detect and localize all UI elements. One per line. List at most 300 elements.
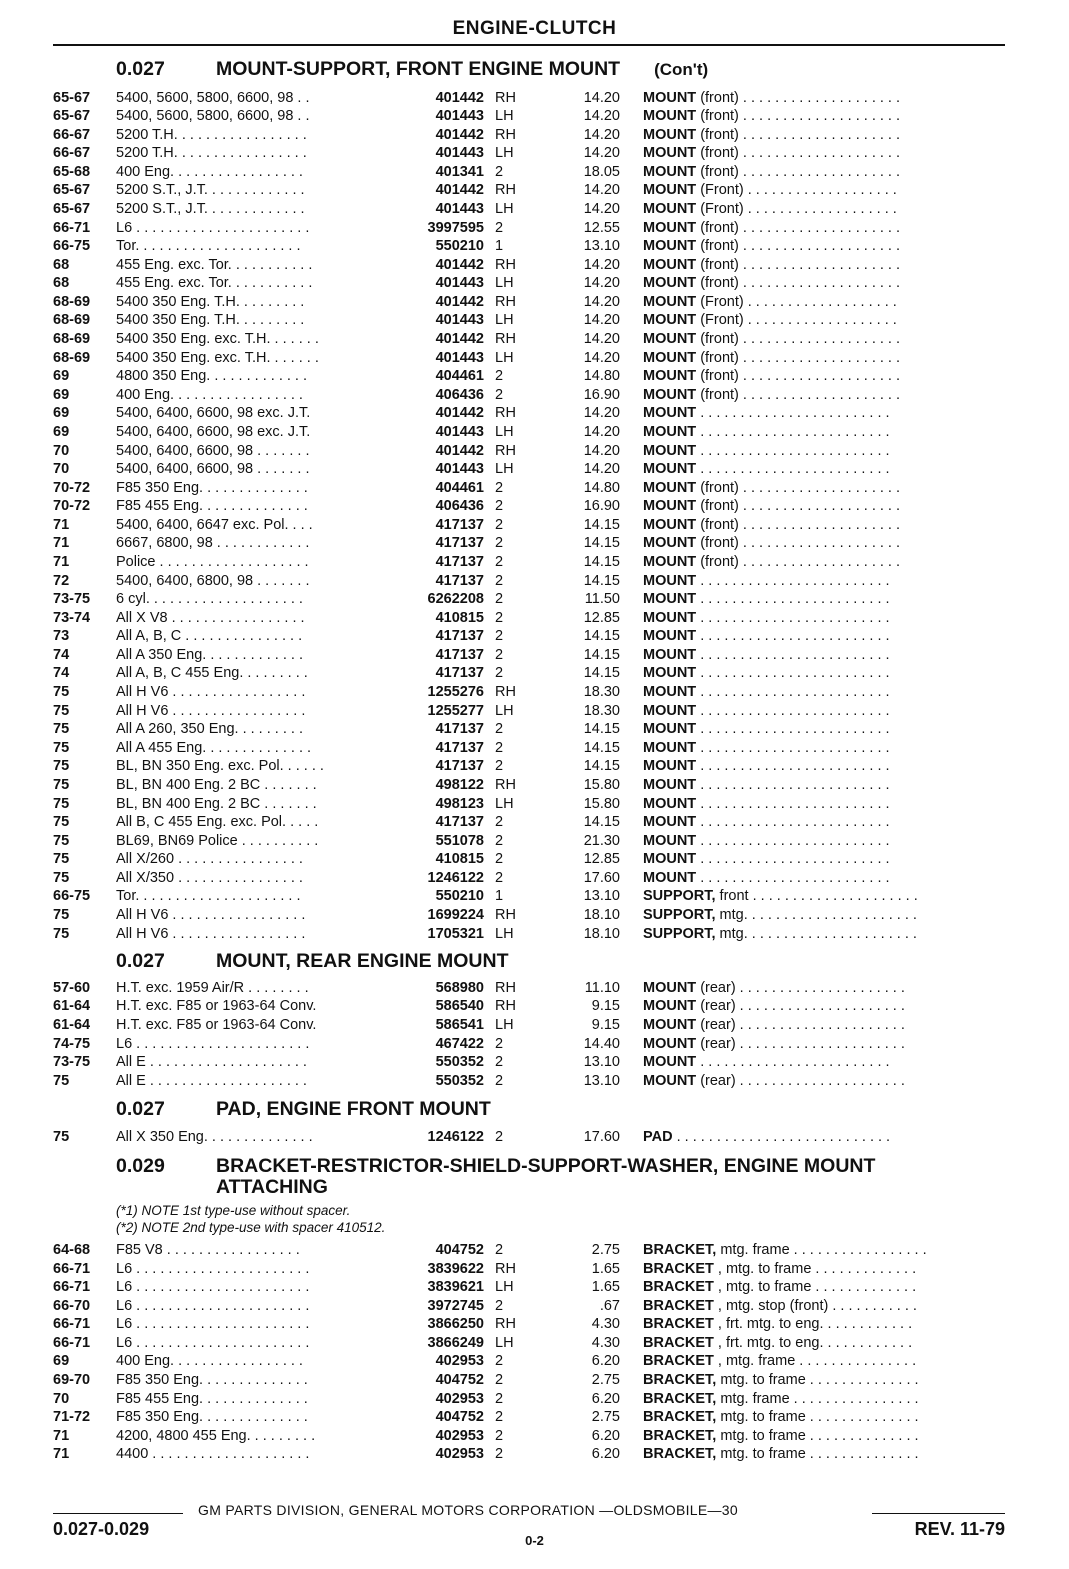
part-number: 401442 — [435, 182, 484, 199]
table-row — [0, 887, 1069, 906]
application: All X/260 . . . . . . . . . . . . . . . . — [116, 851, 303, 868]
description-name: MOUNT — [643, 1035, 697, 1052]
table-row — [0, 256, 1069, 275]
description-name: BRACKET — [643, 1316, 714, 1333]
price: 21.30 — [583, 832, 620, 849]
quantity: 2 — [495, 1390, 504, 1407]
model-years: 69 — [53, 1353, 70, 1370]
description-name: BRACKET, — [643, 1446, 717, 1463]
price: 4.30 — [591, 1316, 620, 1333]
price: .67 — [599, 1297, 620, 1314]
price: 14.20 — [583, 182, 620, 199]
part-number: 401443 — [435, 200, 484, 217]
table-row — [0, 1408, 1069, 1427]
price: 12.85 — [583, 851, 620, 868]
application: All A, B, C . . . . . . . . . . . . . . . — [116, 628, 303, 645]
part-number: 402953 — [435, 1446, 484, 1463]
description — [643, 497, 1005, 516]
table-row — [0, 979, 1069, 998]
table-row — [0, 423, 1069, 442]
quantity: RH — [495, 1316, 516, 1333]
table-row — [0, 720, 1069, 739]
description — [643, 534, 1005, 553]
description-name: PAD — [643, 1129, 673, 1145]
description — [643, 330, 1005, 349]
description-name: BRACKET, — [643, 1409, 717, 1426]
description-name: MOUNT — [643, 516, 697, 533]
model-years: 69 — [53, 368, 70, 385]
model-years: 66-75 — [53, 888, 91, 905]
description — [643, 664, 1005, 683]
description — [643, 367, 1005, 386]
model-years: 75 — [53, 907, 70, 924]
model-years: 75 — [53, 814, 70, 831]
description — [643, 1278, 1005, 1297]
section-code: 0.027 — [116, 58, 165, 80]
table-row — [0, 1072, 1069, 1091]
application: 5400, 6400, 6600, 98 exc. J.T. — [116, 405, 311, 422]
description-detail: (front) . . . . . . . . . . . . . . . . . . . . — [696, 349, 901, 366]
description-detail: (front) . . . . . . . . . . . . . . . . . . . . — [696, 89, 901, 106]
description-detail: . . . . . . . . . . . . . . . . . . . . . . . . — [696, 851, 890, 868]
application: L6 . . . . . . . . . . . . . . . . . . . . . . — [116, 1316, 310, 1333]
quantity: 2 — [495, 163, 504, 180]
table-row — [0, 1297, 1069, 1316]
quantity: LH — [495, 1279, 514, 1296]
footer-group-code: 0.027-0.029 — [53, 1519, 150, 1539]
quantity: RH — [495, 998, 516, 1015]
description-name: MOUNT — [643, 609, 697, 626]
description-detail: (rear) . . . . . . . . . . . . . . . . . . . . . — [696, 979, 905, 996]
description-detail: , frt. mtg. to eng. . . . . . . . . . . . — [713, 1316, 913, 1333]
price: 14.15 — [583, 721, 620, 738]
part-number: 417137 — [435, 758, 484, 775]
description-name: MOUNT — [643, 851, 697, 868]
footer-publisher: GM PARTS DIVISION, GENERAL MOTORS CORPORATION —OLDSMOBILE—30 — [198, 1502, 738, 1518]
table-row — [0, 200, 1069, 219]
description-detail: (front) . . . . . . . . . . . . . . . . . . . . — [696, 516, 901, 533]
model-years: 74 — [53, 665, 70, 682]
description-name: MOUNT — [643, 498, 697, 515]
table-row — [0, 274, 1069, 293]
description — [643, 89, 1005, 108]
application: 4200, 4800 455 Eng. . . . . . . . . — [116, 1427, 316, 1444]
price: 14.80 — [583, 479, 620, 496]
description — [643, 1128, 1005, 1147]
table-row — [0, 832, 1069, 851]
description — [643, 181, 1005, 200]
application: F85 V8 . . . . . . . . . . . . . . . . . — [116, 1242, 300, 1258]
section-code: 0.027 — [116, 950, 165, 972]
description-name: MOUNT — [643, 646, 697, 663]
description-detail: (Front) . . . . . . . . . . . . . . . . . . . — [696, 312, 897, 329]
description — [643, 869, 1005, 888]
description — [643, 1390, 1005, 1409]
price: 14.20 — [583, 275, 620, 292]
section-code: 0.027 — [116, 1098, 165, 1120]
part-number: 550210 — [435, 238, 484, 255]
model-years: 66-71 — [53, 1334, 91, 1351]
application: 5200 S.T., J.T. . . . . . . . . . . . . — [116, 182, 305, 199]
description-detail: (rear) . . . . . . . . . . . . . . . . . . . . . — [696, 998, 905, 1015]
price: 14.15 — [583, 814, 620, 831]
model-years: 75 — [53, 702, 70, 719]
table-row — [0, 850, 1069, 869]
description-name: MOUNT — [643, 405, 697, 422]
application: 6 cyl. . . . . . . . . . . . . . . . . . . . — [116, 591, 303, 608]
application: 5400, 5600, 5800, 6600, 98 . . — [116, 108, 310, 125]
description — [643, 442, 1005, 461]
description-name: MOUNT — [643, 795, 697, 812]
description-detail: . . . . . . . . . . . . . . . . . . . . . . . . — [696, 442, 890, 459]
application: 455 Eng. exc. Tor. . . . . . . . . . . — [116, 275, 313, 292]
table-row — [0, 349, 1069, 368]
description-detail: , frt. mtg. to eng. . . . . . . . . . . . — [713, 1334, 913, 1351]
table-row — [0, 311, 1069, 330]
part-number: 401442 — [435, 442, 484, 459]
part-number: 401341 — [435, 163, 484, 180]
price: 14.20 — [583, 461, 620, 478]
model-years: 75 — [53, 739, 70, 756]
quantity: LH — [495, 349, 514, 366]
description-name: MOUNT — [643, 869, 697, 886]
price: 13.10 — [583, 1072, 620, 1089]
section-note: (*1) NOTE 1st type-use without spacer. — [116, 1203, 351, 1218]
application: Tor. . . . . . . . . . . . . . . . . . . . . — [116, 238, 301, 255]
description — [643, 1072, 1005, 1091]
table-row — [0, 627, 1069, 646]
description — [643, 1427, 1005, 1446]
price: 17.60 — [583, 869, 620, 886]
description-name: MOUNT — [643, 1072, 697, 1089]
part-number: 586540 — [435, 998, 484, 1015]
quantity: 1 — [495, 238, 504, 255]
quantity: RH — [495, 907, 516, 924]
model-years: 64-68 — [53, 1242, 91, 1258]
model-years: 68 — [53, 275, 70, 292]
application: L6 . . . . . . . . . . . . . . . . . . . . . . — [116, 1334, 310, 1351]
description-name: MOUNT — [643, 312, 697, 329]
part-number: 1699224 — [427, 907, 484, 924]
part-number: 3866249 — [427, 1334, 484, 1351]
section-title-continuation: ATTACHING — [216, 1176, 328, 1198]
model-years: 75 — [53, 1072, 70, 1089]
table-row — [0, 163, 1069, 182]
description — [643, 1297, 1005, 1316]
description-detail: . . . . . . . . . . . . . . . . . . . . . . . . — [696, 665, 890, 682]
quantity: 1 — [495, 888, 504, 905]
price: 11.50 — [584, 591, 620, 608]
description-detail: (front) . . . . . . . . . . . . . . . . . . . . — [696, 554, 901, 570]
model-years: 66-71 — [53, 1260, 91, 1277]
application: BL, BN 400 Eng. 2 BC . . . . . . . — [116, 795, 317, 812]
application: H.T. exc. 1959 Air/R . . . . . . . . — [116, 979, 309, 996]
model-years: 57-60 — [53, 979, 91, 996]
model-years: 73-75 — [53, 591, 91, 608]
part-number: 6262208 — [427, 591, 484, 608]
table-row — [0, 1128, 1069, 1147]
price: 14.20 — [583, 442, 620, 459]
price: 14.20 — [583, 89, 620, 106]
table-row — [0, 795, 1069, 814]
model-years: 75 — [53, 925, 70, 942]
description-detail: . . . . . . . . . . . . . . . . . . . . . . . . — [696, 776, 890, 793]
table-row — [0, 1053, 1069, 1072]
quantity: LH — [495, 200, 514, 217]
model-years: 72 — [53, 572, 70, 589]
table-row — [0, 1016, 1069, 1035]
part-number: 550352 — [435, 1072, 484, 1089]
part-number: 417137 — [435, 628, 484, 645]
price: 9.15 — [591, 1016, 620, 1033]
quantity: 2 — [495, 1409, 504, 1426]
description-name: BRACKET, — [643, 1427, 717, 1444]
footer-rule-right — [872, 1513, 1005, 1514]
price: 1.65 — [591, 1279, 620, 1296]
table-row — [0, 1352, 1069, 1371]
application: L6 . . . . . . . . . . . . . . . . . . . . . . — [116, 1279, 310, 1296]
application: All X V8 . . . . . . . . . . . . . . . . . — [116, 609, 305, 626]
description-detail: . . . . . . . . . . . . . . . . . . . . . . . . — [696, 609, 890, 626]
application: F85 350 Eng. . . . . . . . . . . . . . — [116, 1409, 308, 1426]
table-row — [0, 757, 1069, 776]
application: 5400 350 Eng. exc. T.H. . . . . . . — [116, 331, 319, 348]
application: H.T. exc. F85 or 1963-64 Conv. — [116, 1016, 317, 1033]
application: 5200 T.H. . . . . . . . . . . . . . . . . — [116, 126, 307, 143]
price: 14.15 — [583, 535, 620, 552]
price: 2.75 — [591, 1409, 620, 1426]
part-number: 417137 — [435, 665, 484, 682]
description-detail: (front) . . . . . . . . . . . . . . . . . . . . — [696, 145, 901, 162]
part-number: 401443 — [435, 145, 484, 162]
price: 13.10 — [583, 888, 620, 905]
model-years: 65-67 — [53, 89, 91, 106]
description — [643, 256, 1005, 275]
description-detail: . . . . . . . . . . . . . . . . . . . . . . . . — [696, 758, 890, 775]
table-row — [0, 646, 1069, 665]
table-row — [0, 1427, 1069, 1446]
part-number: 401442 — [435, 256, 484, 273]
part-number: 550352 — [435, 1054, 484, 1071]
model-years: 61-64 — [53, 998, 91, 1015]
application: 5400, 6400, 6600, 98 . . . . . . . — [116, 461, 310, 478]
description-name: MOUNT — [643, 572, 697, 589]
description-name: MOUNT — [643, 776, 697, 793]
description-name: BRACKET — [643, 1334, 714, 1351]
table-row — [0, 107, 1069, 126]
description-detail: mtg. to frame . . . . . . . . . . . . . . — [716, 1409, 919, 1426]
table-row — [0, 572, 1069, 591]
application: Tor. . . . . . . . . . . . . . . . . . . . . — [116, 888, 301, 905]
description — [643, 1260, 1005, 1279]
quantity: 2 — [495, 832, 504, 849]
description-name: MOUNT — [643, 349, 697, 366]
description — [643, 979, 1005, 998]
description-detail: . . . . . . . . . . . . . . . . . . . . . . . . — [696, 405, 890, 422]
price: 14.15 — [583, 516, 620, 533]
price: 18.10 — [583, 907, 620, 924]
description-name: MOUNT — [643, 423, 697, 440]
part-number: 404752 — [435, 1409, 484, 1426]
part-number: 1255277 — [427, 702, 484, 719]
description-name: MOUNT — [643, 200, 697, 217]
quantity: 2 — [495, 591, 504, 608]
table-row — [0, 1260, 1069, 1279]
quantity: 2 — [495, 386, 504, 403]
description-name: MOUNT — [643, 739, 697, 756]
description-name: MOUNT — [643, 665, 697, 682]
model-years: 66-75 — [53, 238, 91, 255]
part-number: 401443 — [435, 349, 484, 366]
description-name: MOUNT — [643, 535, 697, 552]
description-detail: , mtg. stop (front) . . . . . . . . . . . — [713, 1297, 917, 1314]
description — [643, 795, 1005, 814]
price: 14.20 — [583, 256, 620, 273]
price: 6.20 — [591, 1353, 620, 1370]
description-detail: . . . . . . . . . . . . . . . . . . . . . . . . . . . — [672, 1129, 891, 1145]
part-number: 402953 — [435, 1427, 484, 1444]
table-row — [0, 739, 1069, 758]
quantity: 2 — [495, 219, 504, 236]
model-years: 66-71 — [53, 1316, 91, 1333]
footer-rule-left — [53, 1513, 183, 1514]
part-number: 417137 — [435, 646, 484, 663]
quantity: LH — [495, 795, 514, 812]
description-name: SUPPORT, — [643, 888, 716, 905]
description — [643, 720, 1005, 739]
application: F85 350 Eng. . . . . . . . . . . . . . — [116, 479, 308, 496]
table-row — [0, 181, 1069, 200]
part-number: 417137 — [435, 516, 484, 533]
description-name: MOUNT — [643, 368, 697, 385]
part-number: 417137 — [435, 739, 484, 756]
description — [643, 1408, 1005, 1427]
model-years: 69-70 — [53, 1372, 91, 1389]
description-detail: (front) . . . . . . . . . . . . . . . . . . . . — [696, 498, 901, 515]
part-number: 402953 — [435, 1353, 484, 1370]
part-number: 417137 — [435, 554, 484, 570]
description-detail: (front) . . . . . . . . . . . . . . . . . . . . — [696, 256, 901, 273]
description-name: BRACKET — [643, 1353, 714, 1370]
table-row — [0, 1371, 1069, 1390]
price: 18.05 — [583, 163, 620, 180]
quantity: RH — [495, 979, 516, 996]
quantity: 2 — [495, 572, 504, 589]
description — [643, 386, 1005, 405]
description — [643, 349, 1005, 368]
application: All H V6 . . . . . . . . . . . . . . . . . — [116, 907, 306, 924]
description-detail: . . . . . . . . . . . . . . . . . . . . . . . . — [696, 814, 890, 831]
quantity: LH — [495, 275, 514, 292]
part-number: 3839622 — [427, 1260, 484, 1277]
description — [643, 516, 1005, 535]
description — [643, 887, 1005, 906]
description — [643, 627, 1005, 646]
part-number: 1246122 — [427, 1129, 484, 1145]
description — [643, 107, 1005, 126]
model-years: 75 — [53, 1129, 70, 1145]
quantity: 2 — [495, 479, 504, 496]
quantity: 2 — [495, 814, 504, 831]
quantity: 2 — [495, 535, 504, 552]
quantity: LH — [495, 925, 514, 942]
part-number: 404752 — [435, 1242, 484, 1258]
table-row — [0, 590, 1069, 609]
section-title: MOUNT-SUPPORT, FRONT ENGINE MOUNT (Con't) — [216, 58, 709, 80]
quantity: 2 — [495, 851, 504, 868]
quantity: 2 — [495, 1054, 504, 1071]
description-detail: , mtg. to frame . . . . . . . . . . . . . — [713, 1279, 917, 1296]
description-name: MOUNT — [643, 832, 697, 849]
description — [643, 906, 1005, 925]
price: 14.20 — [583, 312, 620, 329]
description — [643, 1241, 1005, 1260]
quantity: 2 — [495, 368, 504, 385]
quantity: RH — [495, 293, 516, 310]
table-row — [0, 516, 1069, 535]
table-row — [0, 330, 1069, 349]
description — [643, 1371, 1005, 1390]
model-years: 66-70 — [53, 1297, 91, 1314]
quantity: 2 — [495, 498, 504, 515]
price: 15.80 — [583, 795, 620, 812]
part-number: 401442 — [435, 126, 484, 143]
quantity: RH — [495, 89, 516, 106]
model-years: 68-69 — [53, 331, 91, 348]
quantity: LH — [495, 461, 514, 478]
description-name: MOUNT — [643, 461, 697, 478]
price: 11.10 — [584, 979, 620, 996]
description-detail: . . . . . . . . . . . . . . . . . . . . . . . . — [696, 423, 890, 440]
model-years: 75 — [53, 795, 70, 812]
description — [643, 144, 1005, 163]
model-years: 65-68 — [53, 163, 91, 180]
application: BL, BN 400 Eng. 2 BC . . . . . . . — [116, 776, 317, 793]
price: 6.20 — [591, 1390, 620, 1407]
description-detail: . . . . . . . . . . . . . . . . . . . . . . . . — [696, 591, 890, 608]
model-years: 70 — [53, 1390, 70, 1407]
part-number: 406436 — [435, 386, 484, 403]
price: 14.20 — [583, 108, 620, 125]
description-name: BRACKET, — [643, 1390, 717, 1407]
application: 455 Eng. exc. Tor. . . . . . . . . . . — [116, 256, 313, 273]
quantity: 2 — [495, 1129, 504, 1145]
model-years: 73-74 — [53, 609, 91, 626]
description-detail: . . . . . . . . . . . . . . . . . . . . . . . . — [696, 721, 890, 738]
price: 14.20 — [583, 293, 620, 310]
description-detail: (front) . . . . . . . . . . . . . . . . . . . . — [696, 219, 901, 236]
description — [643, 163, 1005, 182]
description-detail: . . . . . . . . . . . . . . . . . . . . . . . . — [696, 869, 890, 886]
section-heading — [116, 1099, 491, 1120]
description-name: MOUNT — [643, 126, 697, 143]
description-detail: (Front) . . . . . . . . . . . . . . . . . . . — [696, 293, 897, 310]
price: 2.75 — [591, 1372, 620, 1389]
application: 5400, 6400, 6600, 98 . . . . . . . — [116, 442, 310, 459]
description — [643, 293, 1005, 312]
description-detail: (front) . . . . . . . . . . . . . . . . . . . . — [696, 386, 901, 403]
description-detail: (front) . . . . . . . . . . . . . . . . . . . . — [696, 238, 901, 255]
price: 14.40 — [583, 1035, 620, 1052]
description-detail: . . . . . . . . . . . . . . . . . . . . . . . . — [696, 684, 890, 701]
application: 5200 T.H. . . . . . . . . . . . . . . . . — [116, 145, 307, 162]
table-row — [0, 1445, 1069, 1464]
model-years: 70-72 — [53, 498, 91, 515]
quantity: RH — [495, 776, 516, 793]
section-title: MOUNT, REAR ENGINE MOUNT — [216, 950, 509, 972]
description — [643, 832, 1005, 851]
price: 14.20 — [583, 200, 620, 217]
